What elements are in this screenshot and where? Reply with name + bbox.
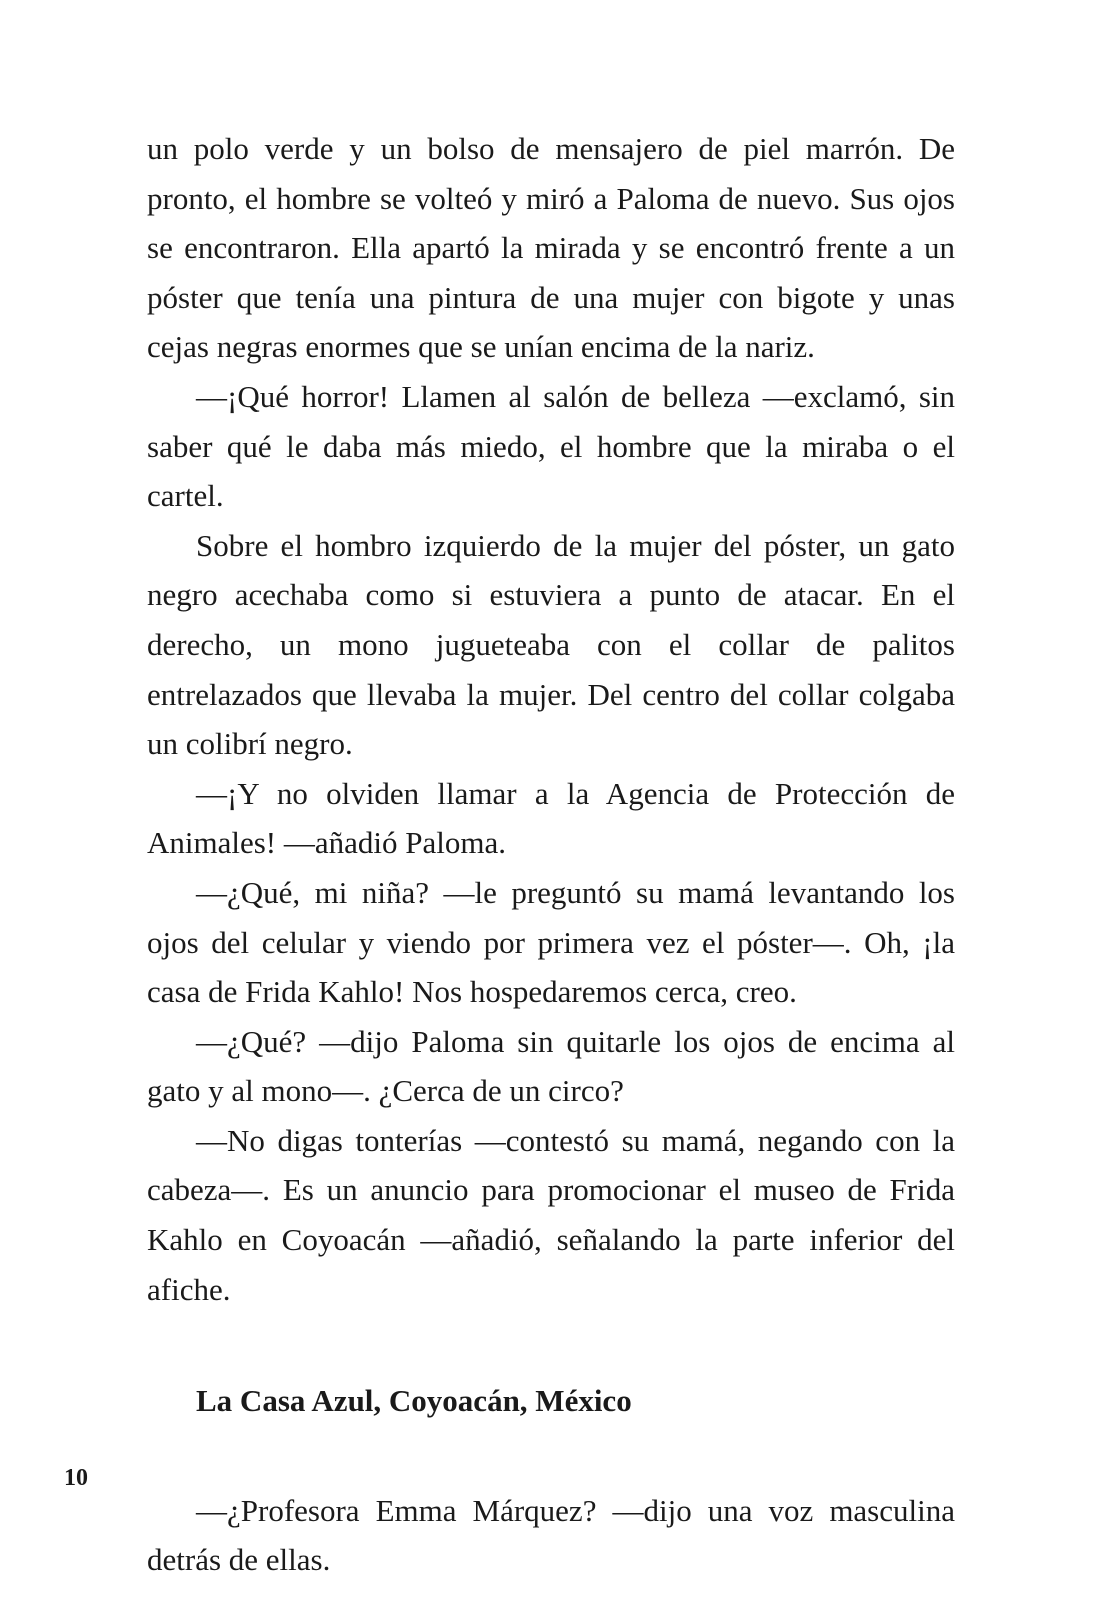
paragraph-1: un polo verde y un bolso de mensajero de piel marrón. De pronto, el hombre se volteó y miró a Paloma de nuevo. Sus ojos se encontraron. Ella apartó la mirada y se encontró frente a un póster que tenía una pintura de una mujer con bigote y unas cejas negras enormes que se unían encima de la nariz. [147, 131, 955, 365]
paragraph-5: —¿Qué, mi niña? —le preguntó su mamá levantando los ojos del celular y viendo por primera vez el póster—. Oh, ¡la casa de Frida Kahlo! Nos hospedaremos cerca, creo. [147, 874, 955, 1010]
paragraph-8: —¿Profesora Emma Márquez? —dijo una voz masculina detrás de ellas. [147, 1492, 955, 1578]
paragraph-4: —¡Y no olviden llamar a la Agencia de Protección de Animales! —añadió Paloma. [147, 775, 955, 861]
page-number: 10 [64, 1465, 88, 1491]
section-heading: La Casa Azul, Coyoacán, México [196, 1383, 632, 1419]
paragraph-6: —¿Qué? —dijo Paloma sin quitarle los ojos de encima al gato y al mono—. ¿Cerca de un circo? [147, 1023, 955, 1109]
paragraph-7: —No digas tonterías —contestó su mamá, negando con la cabeza—. Es un anuncio para promocionar el museo de Frida Kahlo en Coyoacán —añadió, señalando la parte inferior del afiche. [147, 1122, 955, 1307]
paragraph-3: Sobre el hombro izquierdo de la mujer del póster, un gato negro acechaba como si estuviera a punto de atacar. En el derecho, un mono jugueteaba con el collar de palitos entrelazados que llevaba la mujer. Del centro del collar colgaba un colibrí negro. [147, 527, 955, 762]
paragraph-2: —¡Qué horror! Llamen al salón de belleza —exclamó, sin saber qué le daba más miedo, el hombre que la miraba o el cartel. [147, 378, 955, 514]
body-text [147, 124, 955, 1585]
